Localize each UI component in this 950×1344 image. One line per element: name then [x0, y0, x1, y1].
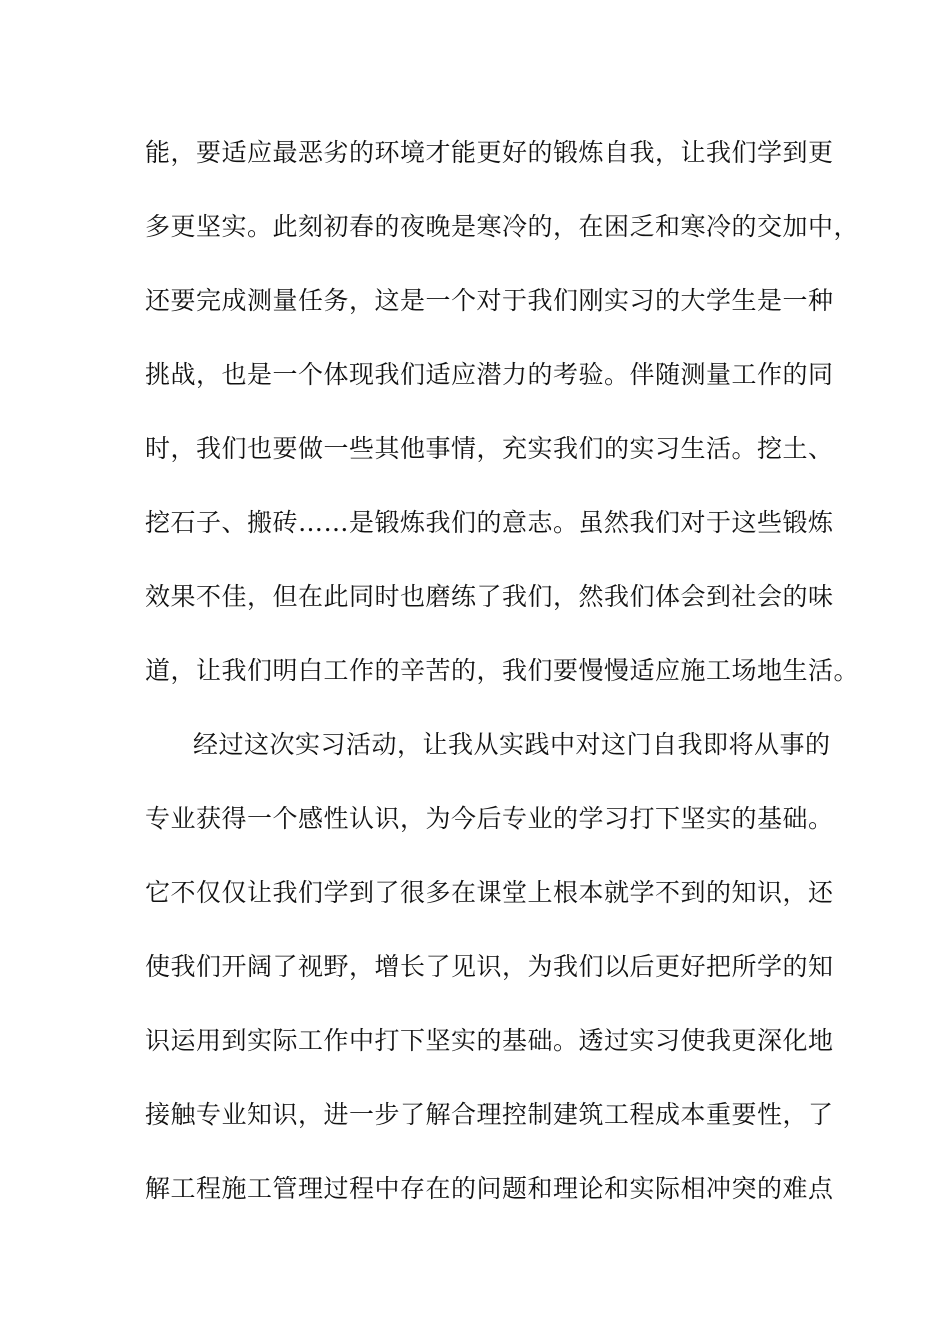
text-line: 解工程施工管理过程中存在的问题和理论和实际相冲突的难点: [145, 1174, 834, 1203]
text-line: 多更坚实。此刻初春的夜晚是寒冷的，在困乏和寒冷的交加中，: [145, 212, 860, 241]
text-line: 效果不佳，但在此同时也磨练了我们，然我们体会到社会的味: [145, 582, 834, 611]
text-line: 专业获得一个感性认识，为今后专业的学习打下坚实的基础。: [145, 804, 834, 833]
text-line: 挖石子、搬砖……是锻炼我们的意志。虽然我们对于这些锻炼: [145, 508, 834, 537]
text-line: 时，我们也要做一些其他事情，充实我们的实习生活。挖土、: [145, 434, 834, 463]
text-line: 还要完成测量任务，这是一个对于我们刚实习的大学生是一种: [145, 286, 834, 315]
text-line: 挑战，也是一个体现我们适应潜力的考验。伴随测量工作的同: [145, 360, 834, 389]
text-line: 识运用到实际工作中打下坚实的基础。透过实习使我更深化地: [145, 1026, 834, 1055]
paragraph-first-line: 经过这次实习活动，让我从实践中对这门自我即将从事的: [193, 730, 831, 759]
text-line: 能，要适应最恶劣的环境才能更好的锻炼自我，让我们学到更: [145, 138, 834, 167]
text-line: 道，让我们明白工作的辛苦的，我们要慢慢适应施工场地生活。: [145, 656, 860, 685]
text-line: 它不仅仅让我们学到了很多在课堂上根本就学不到的知识，还: [145, 878, 834, 907]
text-line: 使我们开阔了视野，增长了见识，为我们以后更好把所学的知: [145, 952, 834, 981]
text-line: 接触专业知识，进一步了解合理控制建筑工程成本重要性，了: [145, 1100, 834, 1129]
